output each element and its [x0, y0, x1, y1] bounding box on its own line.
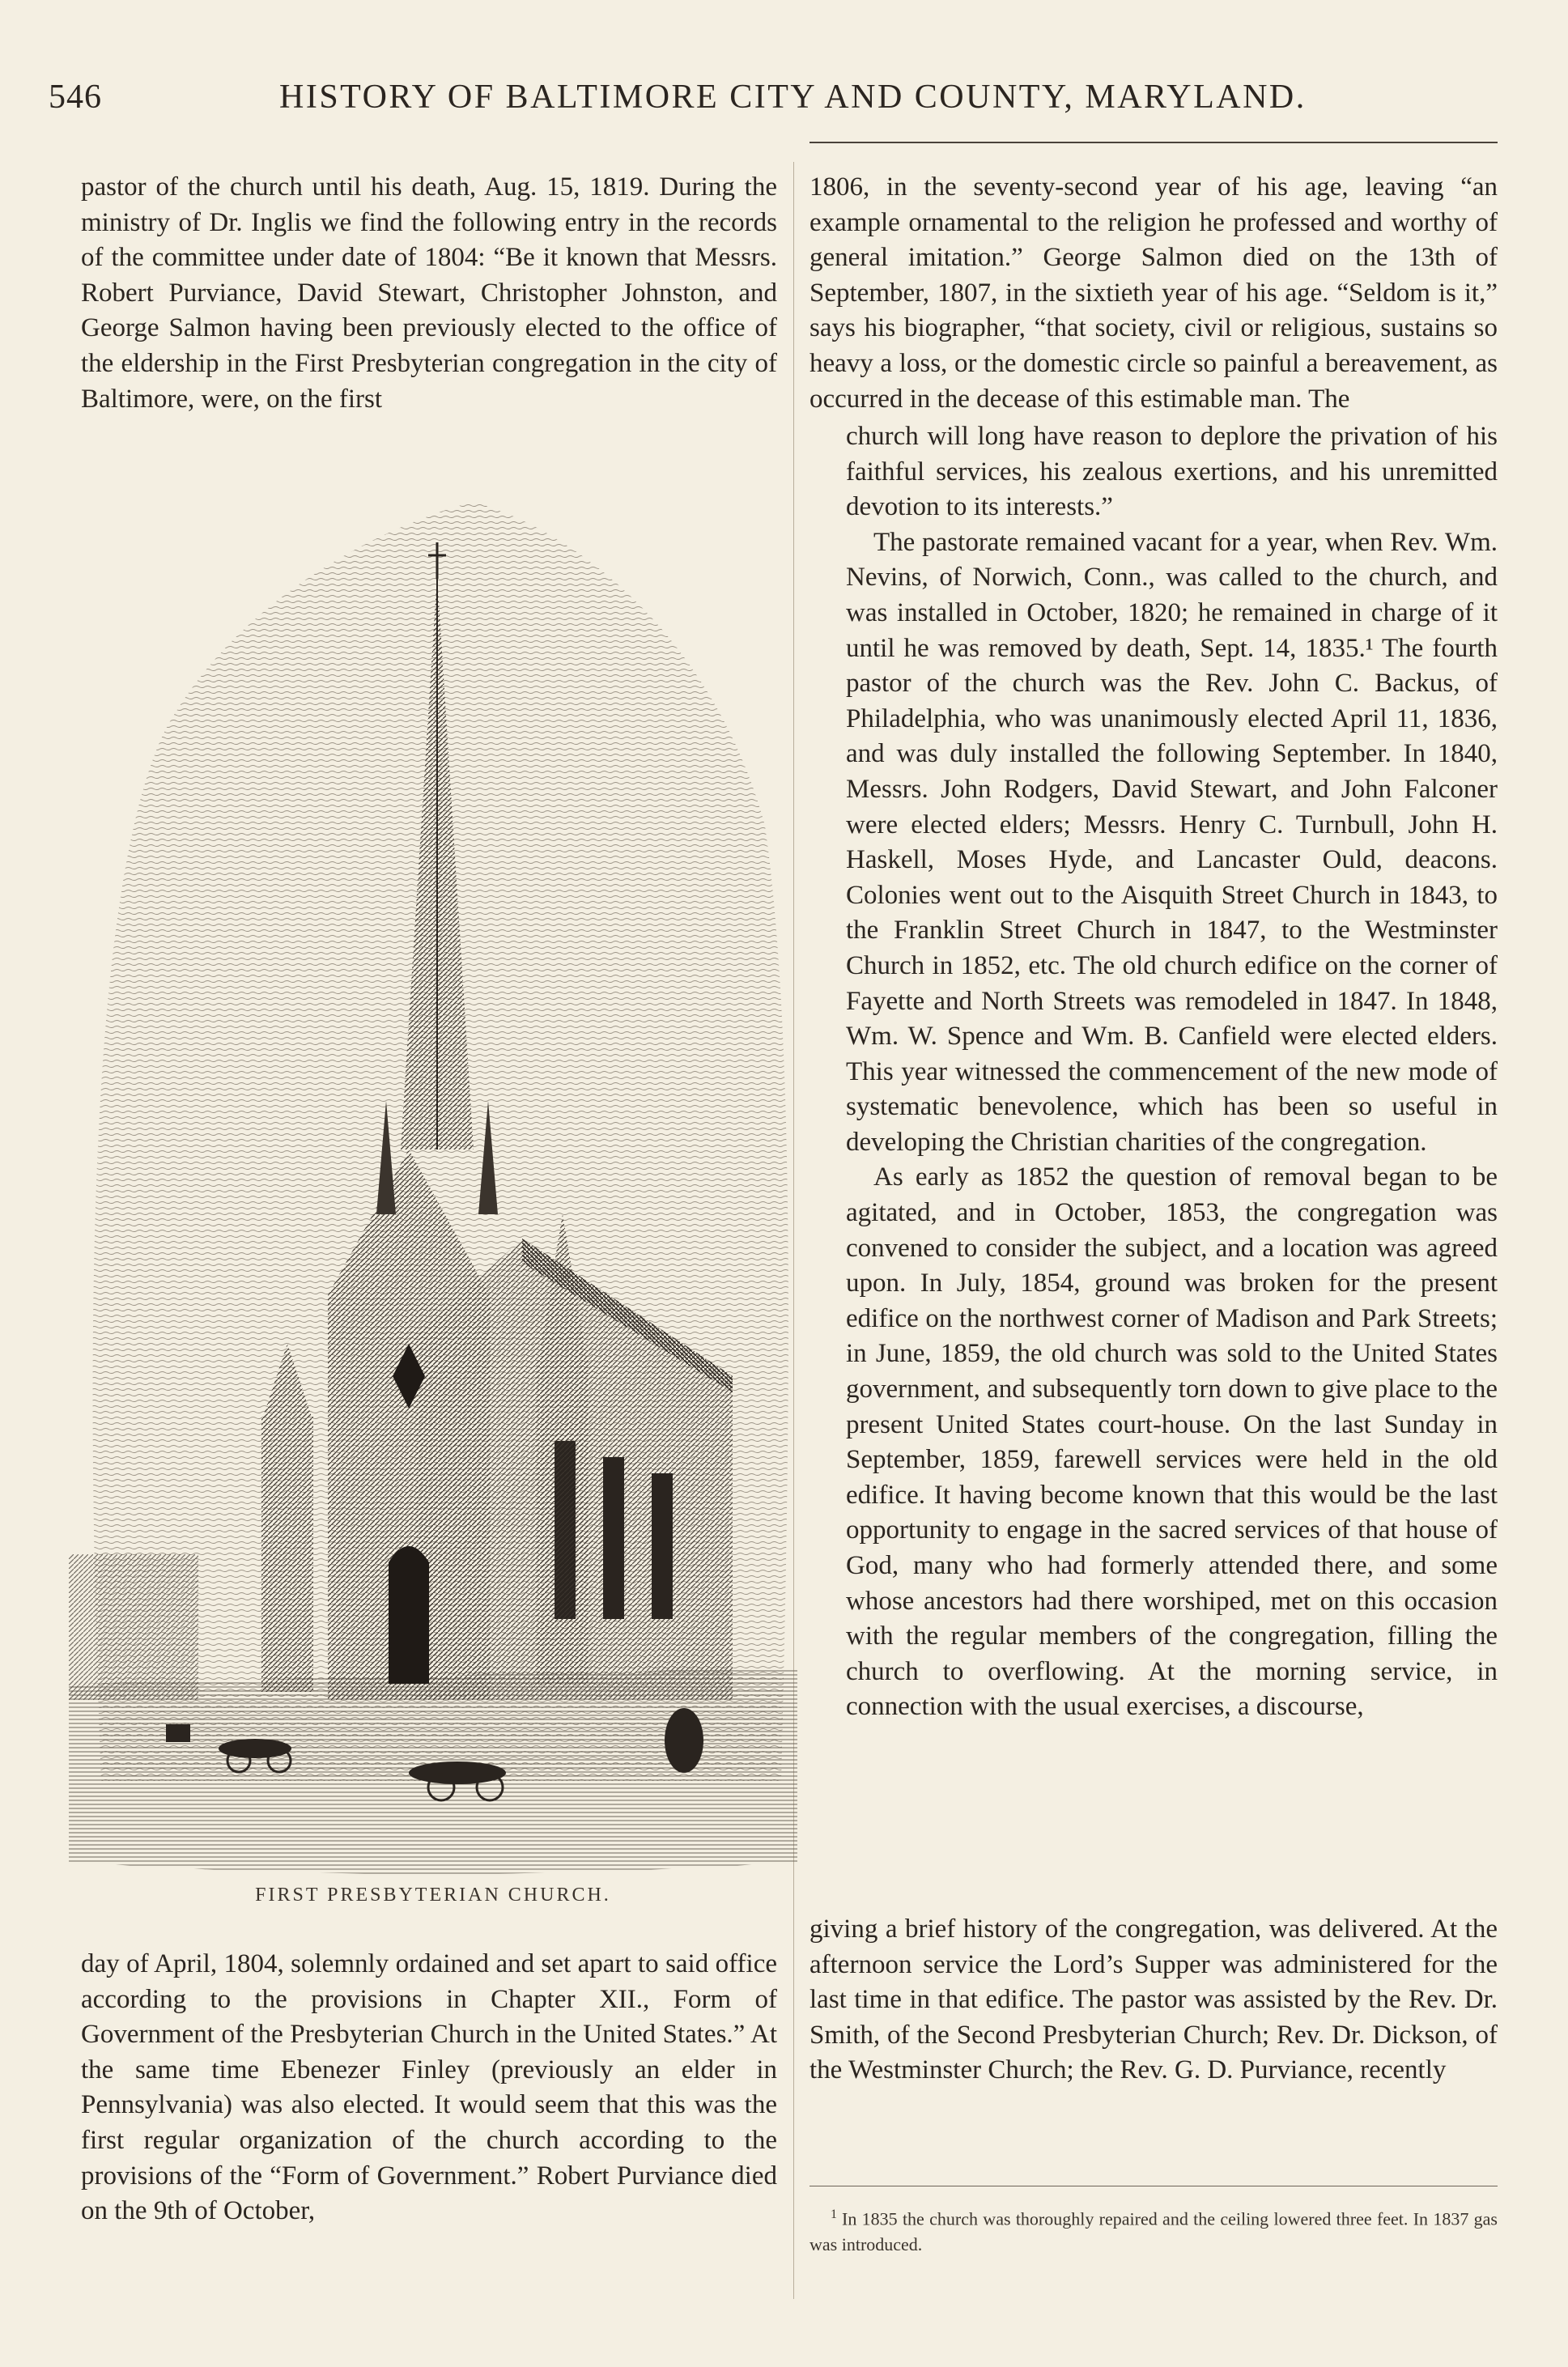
right-paragraph-1: church will long have reason to deplore the privation of his faithful services, his zealous exertions, and his unremitted devotion to its interests.” [846, 422, 1498, 522]
left-column-top [81, 170, 777, 417]
left-top-paragraph: pastor of the church until his death, Aug. 15, 1819. During the ministry of Dr. Inglis we find the following entry in the records of the committee under date of 1804: “Be it known that Messrs. Robert Purviance, David Stewart, Christopher Johnston, and George Salmon having been previously elected to the office of the eldership in the First Presbyterian congregation in the city of Baltimore, were, on the first [81, 172, 777, 414]
right-top-paragraph: 1806, in the seventy-second year of his age, leaving “an example ornamental to the religion he professed and worthy of general imitation.” George Salmon died on the 13th of September, 1807, in the sixtieth year of his age. “Seldom is it,” says his biographer, “that society, civil or religious, sustains so heavy a loss, or the domestic circle so painful a bereavement, as occurred in the decease of this estimable man. The [809, 172, 1498, 414]
footnote-marker: 1 [831, 2208, 837, 2221]
right-paragraph-2: The pastorate remained vacant for a year, when Rev. Wm. Nevins, of Norwich, Conn., was called to the church, and was installed in October, 1820; he remained in charge of it until he was removed by death, Sept. 14, 1835.¹ The fourth pastor of the church was the Rev. John C. Backus, of Philadelphia, who was unanimously elected April 11, 1836, and was duly installed the following September. In 1840, Messrs. John Rodgers, David Stewart, and John Falconer were elected elders; Messrs. Henry C. Turnbull, John H. Haskell, Moses Hyde, and Lancaster Ould, deacons. Colonies went out to the Aisquith Street Church in 1843, to the Franklin Street Church in 1847, to the Westminster Church in 1852, etc. The old church edifice on the corner of Fayette and North Streets was remodeled in 1847. In 1848, Wm. W. Spence and Wm. B. Canfield were elected elders. This year witnessed the commencement of the new mode of systematic benevolence, which has been so useful in developing the Christian charities of the congregation. [846, 527, 1498, 1157]
figure-caption: FIRST PRESBYTERIAN CHURCH. [255, 1885, 611, 1906]
right-column-bottom [809, 1912, 1498, 2089]
page-header [49, 78, 1506, 134]
right-column-top [809, 170, 1498, 417]
running-title: HISTORY OF BALTIMORE CITY AND COUNTY, MARYLAND. [279, 79, 1307, 116]
right-column-main [846, 419, 1498, 1725]
church-engraving-figure [69, 486, 797, 1906]
church-engraving-image [69, 486, 797, 1878]
page-number: 546 [49, 79, 102, 116]
right-bottom-paragraph: giving a brief history of the congregation, was delivered. At the afternoon service the Lord’s Supper was administered for the last time in that edifice. The pastor was assisted by the Rev. Dr. Smith, of the Second Presbyterian Church; Rev. Dr. Dickson, of the Westminster Church; the Rev. G. D. Purviance, recently [809, 1914, 1498, 2085]
left-column-bottom [81, 1947, 777, 2229]
footnote-text: In 1835 the church was thoroughly repaired and the ceiling lowered three feet. In 1837 gas was introduced. [809, 2208, 1498, 2255]
header-rule [809, 142, 1498, 143]
right-paragraph-3: As early as 1852 the question of removal began to be agitated, and in October, 1853, the congregation was convened to consider the subject, and a location was agreed upon. In July, 1854, ground was broken for the present edifice on the northwest corner of Madison and Park Streets; in June, 1859, the old church was sold to the United States government, and subsequently torn down to give place to the present United States court-house. On the last Sunday in September, 1859, farewell services were held in the old edifice. It having become known that this would be the last opportunity to engage in the sacred services of that house of God, many who had formerly attended there, and some whose ancestors had there worshiped, met on this occasion with the regular members of the congregation, filling the church to overflowing. At the morning service, in connection with the usual exercises, a discourse, [846, 1162, 1498, 1722]
footnote [809, 2202, 1498, 2258]
left-bottom-paragraph: day of April, 1804, solemnly ordained and set apart to said office according to the provisions in Chapter XII., Form of Government of the Presbyterian Church in the United States.” At the same time Ebenezer Finley (previously an elder in Pennsylvania) was also elected. It would seem that this was the first regular organization of the church according to the provisions of the “Form of Government.” Robert Purviance died on the 9th of October, [81, 1949, 777, 2226]
